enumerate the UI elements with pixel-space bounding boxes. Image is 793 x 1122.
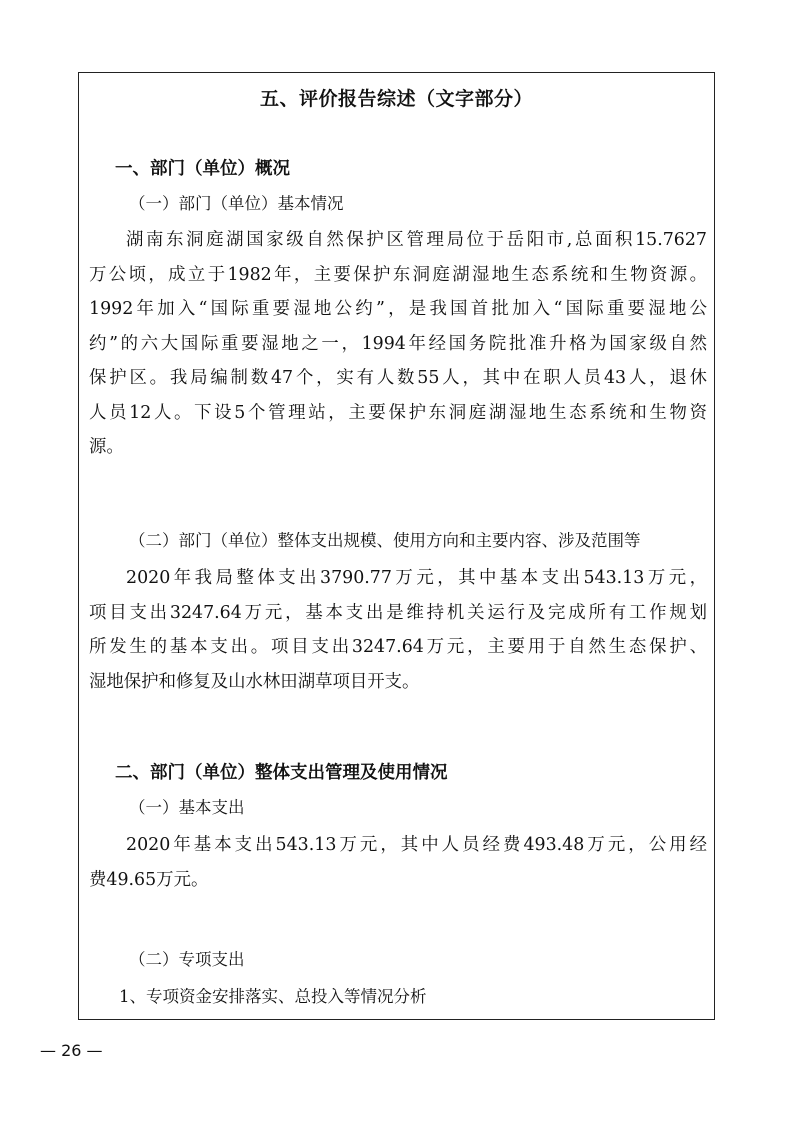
paragraph-basic-expenditure: [89, 828, 707, 897]
report-frame: [78, 72, 715, 1020]
paragraph-basic-situation: [89, 223, 707, 465]
heading-department-overview: 一、部门（单位）概况: [115, 159, 290, 179]
section-title: 五、评价报告综述（文字部分）: [259, 88, 533, 110]
subheading-basic-situation: （一）部门（单位）基本情况: [129, 194, 344, 213]
paragraph-line: 费49.65万元。: [89, 869, 209, 890]
paragraph-line: 保护区。我局编制数47个，实有人数55人，其中在职人员43人，退休: [89, 368, 707, 388]
paragraph-line: 约”的六大国际重要湿地之一，1994年经国务院批准升格为国家级自然: [89, 333, 707, 354]
paragraph-line: 项目支出3247.64万元，基本支出是维持机关运行及完成所有工作规划: [89, 602, 707, 623]
paragraph-line: 人员12人。下设5个管理站，主要保护东洞庭湖湿地生态系统和生物资: [89, 402, 707, 423]
paragraph-line: 湿地保护和修复及山水林田湖草项目开支。: [89, 671, 420, 692]
page-number: — 26 —: [40, 1041, 103, 1060]
paragraph-line: 万公顷，成立于1982年，主要保护东洞庭湖湿地生态系统和生物资源。: [89, 264, 707, 285]
subheading-basic-expenditure: （一）基本支出: [129, 798, 245, 817]
heading-expenditure-management: 二、部门（单位）整体支出管理及使用情况: [115, 763, 448, 783]
paragraph-line: 所发生的基本支出。项目支出3247.64万元，主要用于自然生态保护、: [89, 637, 707, 657]
subheading-special-expenditure: （二）专项支出: [129, 950, 245, 969]
paragraph-line: 源。: [89, 437, 124, 457]
paragraph-overall-expenditure: [89, 561, 707, 699]
special-item-1: 1、专项资金安排落实、总投入等情况分析: [119, 987, 427, 1006]
paragraph-line: 2020年基本支出543.13万元，其中人员经费493.48万元，公用经: [126, 835, 707, 855]
paragraph-line: 湖南东洞庭湖国家级自然保护区管理局位于岳阳市,总面积15.7627: [126, 230, 707, 250]
paragraph-line: 2020年我局整体支出3790.77万元，其中基本支出543.13万元，: [126, 568, 707, 588]
subheading-overall-expenditure: （二）部门（单位）整体支出规模、使用方向和主要内容、涉及范围等: [129, 531, 641, 550]
paragraph-line: 1992年加入“国际重要湿地公约”，是我国首批加入“国际重要湿地公: [89, 299, 707, 319]
